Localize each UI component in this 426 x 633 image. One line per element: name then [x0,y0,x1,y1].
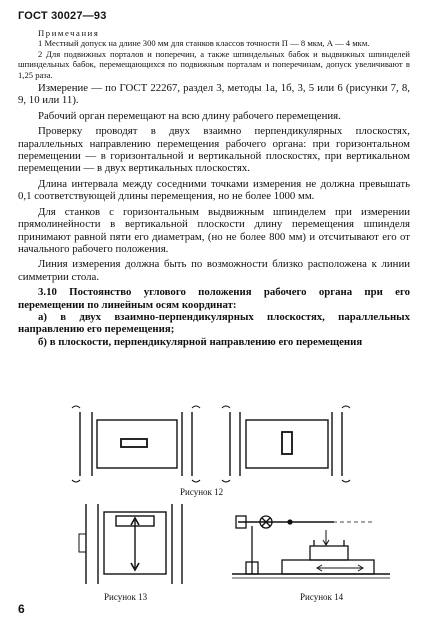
note-item-2: 2 Для подвижных порталов и поперечин, а также шпиндельных бабок и выдвижных шпинделей шпиндельных бабок, перемещающихся по подвижным порталам и поперечинам, допуск увеличивают в 1,25 раза. [18,48,410,80]
body-text [18,82,410,348]
paragraph-interval: Длина интервала между соседними точками измерения не должна превышать 0,1 соответствующей длины перемещения, но не более 1000 мм. [18,177,410,203]
figure-14-caption: Рисунок 14 [300,592,344,602]
section-item-b: б) в плоскости, перпендикулярной направлению его перемещения [38,335,363,348]
figure-12-drawing [62,404,372,484]
paragraph-spindle: Для станков с горизонтальным выдвижным шпинделем при измерении прямолинейности в вертикальной плоскости длину перемещения шпинделя принимают равной пяти его диаметрам, (но не более 800 мм) и отсчитывают его от начального рабочего положения. [18,205,410,255]
figure-12-caption: Рисунок 12 [180,487,224,497]
page-number: 6 [18,602,25,616]
figure-12 [62,404,372,484]
section-heading: 3.10 Постоянство углового положения рабочего органа при его перемещении по линейным осям координат: [18,286,410,311]
notes-title: Примечания [38,28,100,38]
figure-13-caption: Рисунок 13 [104,592,148,602]
note-item-1: 1 Местный допуск на длине 300 мм для станков классов точности П — 8 мкм, А — 4 мкм. [38,38,370,49]
paragraph-measurement: Измерение — по ГОСТ 22267, раздел 3, методы 1а, 1б, 3, 5 или 6 (рисунки 7, 8, 9, 10 или 11). [18,82,410,107]
section-item-a: а) в двух взаимно-перпендикулярных плоскостях, параллельных направлению его перемещения; [18,310,410,336]
paragraph-measure-line: Линия измерения должна быть по возможности близко расположена к линии симметрии стола. [18,258,410,283]
figure-13 [76,500,196,588]
text-column [18,24,410,348]
figure-13-drawing [76,500,196,588]
figure-14-drawing [222,500,398,588]
notes-block [18,28,410,80]
figure-14 [222,500,398,588]
paragraph-planes: Проверку проводят в двух взаимно перпендикулярных плоскостях, параллельных направлению перемещения рабочего органа: при горизонтальном перемещении — в горизонтальной и вертикальной плоскостях, при вертикальном перемещении — в двух вертикальных плоскостях. [18,125,410,175]
paragraph-movement: Рабочий орган перемещают на всю длину рабочего перемещения. [38,109,341,122]
standard-header: ГОСТ 30027—93 [18,10,107,22]
